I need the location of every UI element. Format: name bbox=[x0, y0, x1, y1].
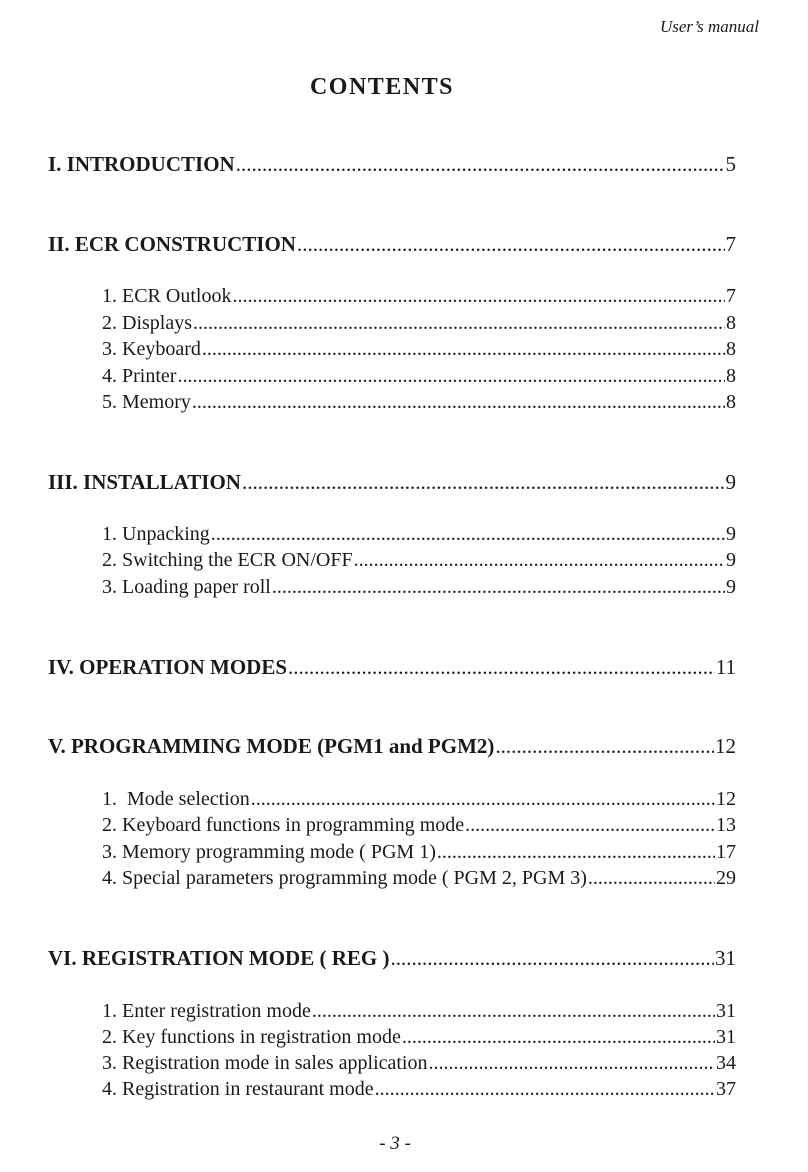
toc-item-ecr-outlook[interactable] bbox=[102, 285, 736, 308]
toc-page-number: 11 bbox=[715, 655, 736, 679]
dot-leader bbox=[211, 523, 725, 546]
dot-leader bbox=[312, 1000, 715, 1023]
dot-leader bbox=[177, 365, 725, 388]
toc-section-installation[interactable] bbox=[48, 470, 736, 495]
dot-leader bbox=[288, 655, 715, 680]
toc-item-unpacking[interactable] bbox=[102, 523, 736, 546]
page-number-footer: - 3 - bbox=[379, 1133, 411, 1154]
toc-page-number: 7 bbox=[726, 285, 736, 307]
toc-page-number: 13 bbox=[716, 814, 736, 836]
toc-item-restaurant-mode[interactable] bbox=[102, 1078, 736, 1101]
dot-leader bbox=[193, 312, 725, 335]
toc-page-number: 9 bbox=[725, 470, 736, 494]
dot-leader bbox=[232, 285, 725, 308]
toc-entry-label: 2. Key functions in registration mode bbox=[102, 1026, 401, 1048]
toc-entry-label: 5. Memory bbox=[102, 391, 191, 413]
dot-leader bbox=[390, 946, 714, 971]
toc-page-number: 12 bbox=[716, 788, 736, 810]
toc-entry-label: IV. OPERATION MODES bbox=[48, 655, 288, 679]
toc-item-displays[interactable] bbox=[102, 312, 736, 335]
toc-page-number: 31 bbox=[716, 1000, 736, 1022]
toc-entry-label: II. ECR CONSTRUCTION bbox=[48, 232, 296, 256]
toc-entry-label: I. INTRODUCTION bbox=[48, 152, 235, 176]
dot-leader bbox=[354, 549, 725, 572]
toc-item-enter-registration[interactable] bbox=[102, 1000, 736, 1023]
dot-leader bbox=[375, 1078, 715, 1101]
toc-entry-label: 4. Special parameters programming mode ( PGM 2, PGM 3) bbox=[102, 867, 587, 889]
toc-item-loading-paper-roll[interactable] bbox=[102, 576, 736, 599]
toc-item-memory[interactable] bbox=[102, 391, 736, 414]
toc-entry-label: VI. REGISTRATION MODE ( REG ) bbox=[48, 946, 390, 970]
toc-item-switching-on-off[interactable] bbox=[102, 549, 736, 572]
toc-item-sales-application[interactable] bbox=[102, 1052, 736, 1075]
toc-page-number: 9 bbox=[726, 576, 736, 598]
toc-entry-label: 3. Memory programming mode ( PGM 1) bbox=[102, 841, 436, 863]
page-title: CONTENTS bbox=[309, 74, 455, 100]
toc-entry-label: 1. Enter registration mode bbox=[102, 1000, 311, 1022]
toc-section-programming-mode[interactable] bbox=[48, 734, 736, 759]
toc-entry-label: 4. Registration in restaurant mode bbox=[102, 1078, 374, 1100]
toc-item-keyboard-functions[interactable] bbox=[102, 814, 736, 837]
toc-page-number: 8 bbox=[726, 338, 736, 360]
dot-leader bbox=[402, 1026, 715, 1049]
dot-leader bbox=[202, 338, 725, 361]
toc-entry-label: 4. Printer bbox=[102, 365, 177, 387]
toc-page-number: 29 bbox=[716, 867, 736, 889]
toc-entry-label: 2. Keyboard functions in programming mode bbox=[102, 814, 465, 836]
toc-page-number: 17 bbox=[716, 841, 736, 863]
toc-entry-label: III. INSTALLATION bbox=[48, 470, 241, 494]
dot-leader bbox=[272, 576, 725, 599]
toc-entry-label: 1. ECR Outlook bbox=[102, 285, 232, 307]
toc-page-number: 31 bbox=[716, 1026, 736, 1048]
toc-section-introduction[interactable] bbox=[48, 152, 736, 177]
dot-leader bbox=[437, 841, 715, 864]
toc-section-ecr-construction[interactable] bbox=[48, 232, 736, 257]
toc-item-key-functions[interactable] bbox=[102, 1026, 736, 1049]
toc-page-number: 9 bbox=[726, 549, 736, 571]
toc-section-operation-modes[interactable] bbox=[48, 655, 736, 680]
page-header: User’s manual bbox=[659, 17, 759, 36]
dot-leader bbox=[465, 814, 715, 837]
toc-item-printer[interactable] bbox=[102, 365, 736, 388]
dot-leader bbox=[192, 391, 725, 414]
toc-page-number: 8 bbox=[726, 391, 736, 413]
toc-entry-label: 1. Unpacking bbox=[102, 523, 210, 545]
toc-entry-label: V. PROGRAMMING MODE (PGM1 and PGM2) bbox=[48, 734, 495, 758]
toc-page-number: 37 bbox=[716, 1078, 736, 1100]
toc-entry-label: 2. Displays bbox=[102, 312, 192, 334]
dot-leader bbox=[242, 470, 725, 495]
toc-page-number: 7 bbox=[725, 232, 736, 256]
toc-page-number: 31 bbox=[715, 946, 736, 970]
dot-leader bbox=[297, 232, 725, 257]
dot-leader bbox=[588, 867, 715, 890]
toc-item-mode-selection[interactable] bbox=[102, 788, 736, 811]
toc-entry-label: 3. Loading paper roll bbox=[102, 576, 271, 598]
toc-entry-label: 1. Mode selection bbox=[102, 788, 250, 810]
toc-page-number: 9 bbox=[726, 523, 736, 545]
dot-leader bbox=[251, 788, 715, 811]
dot-leader bbox=[495, 734, 714, 759]
toc-entry-label: 2. Switching the ECR ON/OFF bbox=[102, 549, 353, 571]
toc-page-number: 12 bbox=[715, 734, 736, 758]
toc-item-keyboard[interactable] bbox=[102, 338, 736, 361]
toc-entry-label: 3. Registration mode in sales application bbox=[102, 1052, 428, 1074]
dot-leader bbox=[429, 1052, 716, 1075]
toc-section-registration-mode[interactable] bbox=[48, 946, 736, 971]
toc-page-number: 8 bbox=[726, 312, 736, 334]
dot-leader bbox=[236, 152, 725, 177]
toc-entry-label: 3. Keyboard bbox=[102, 338, 201, 360]
toc-item-memory-programming[interactable] bbox=[102, 841, 736, 864]
toc-item-special-parameters[interactable] bbox=[102, 867, 736, 890]
toc-page-number: 34 bbox=[716, 1052, 736, 1074]
toc-page-number: 5 bbox=[725, 152, 736, 176]
toc-page-number: 8 bbox=[726, 365, 736, 387]
